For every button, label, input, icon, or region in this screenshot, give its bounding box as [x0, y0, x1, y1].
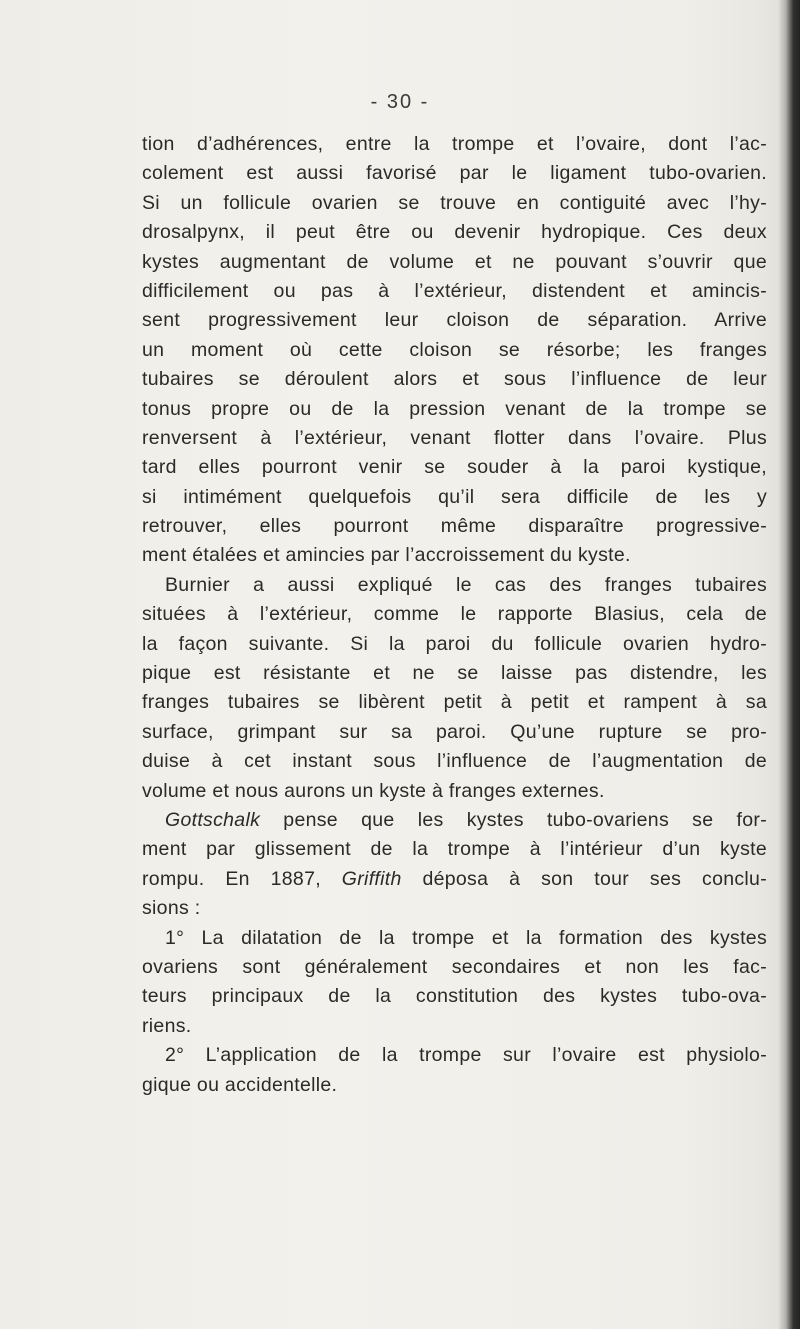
text-line: gique ou accidentelle.: [142, 1073, 338, 1096]
text-line: ovariens sont généralement secondaires et non les fac-: [142, 955, 767, 978]
text-line: surface, grimpant sur sa paroi. Qu’une rupture se pro-: [142, 720, 767, 743]
text-line: sions :: [142, 897, 201, 920]
text-line: pique est résistante et ne se laisse pas distendre, les: [142, 662, 767, 685]
text-line: difficilement ou pas à l’extérieur, distendent et amincis-: [142, 279, 767, 302]
text-line: colement est aussi favorisé par le ligament tubo-ovarien.: [142, 162, 767, 185]
author-name-italic: Gottschalk: [165, 808, 261, 831]
page-edge-shadow: [778, 0, 800, 1329]
text-line: ment étalées et amincies par l’accroissement du kyste.: [142, 544, 631, 567]
list-item-1: 1° La dilatation de la trompe et la formation des kystes: [165, 926, 767, 949]
text-line: drosalpynx, il peut être ou devenir hydropique. Ces deux: [142, 221, 767, 244]
text-line: volume et nous aurons un kyste à franges externes.: [142, 779, 605, 802]
text-line: tion d’adhérences, entre la trompe et l’ovaire, dont l’ac-: [142, 133, 767, 155]
text-line: ment par glissement de la trompe à l’intérieur d’un kyste: [142, 838, 767, 861]
text-line: rompu. En 1887, Griffith déposa à son tour ses conclu-: [142, 867, 767, 890]
text-line: Si un follicule ovarien se trouve en contiguité avec l’hy-: [142, 191, 767, 214]
text-line: Gottschalk pense que les kystes tubo-ovariens se for-: [165, 808, 767, 831]
text-line: si intimément quelquefois qu’il sera difficile de les y: [142, 485, 767, 508]
body-text: [142, 130, 767, 1100]
text-line: renversent à l’extérieur, venant flotter dans l’ovaire. Plus: [142, 426, 767, 449]
text-line: retrouver, elles pourront même disparaître progressive-: [142, 515, 767, 538]
author-name-italic: Griffith: [341, 867, 402, 890]
text-line: teurs principaux de la constitution des kystes tubo-ova-: [142, 985, 767, 1008]
text-line: tonus propre ou de la pression venant de la trompe se: [142, 397, 767, 420]
text-line: franges tubaires se libèrent petit à petit et rampent à sa: [142, 691, 767, 714]
text-line: kystes augmentant de volume et ne pouvant s’ouvrir que: [142, 250, 767, 273]
text-line: situées à l’extérieur, comme le rapporte Blasius, cela de: [142, 603, 767, 626]
text-line: la façon suivante. Si la paroi du follicule ovarien hydro-: [142, 632, 767, 655]
list-item-2: 2° L’application de la trompe sur l’ovaire est physiolo-: [165, 1044, 767, 1067]
text-line: tubaires se déroulent alors et sous l’influence de leur: [142, 368, 767, 391]
text-line: duise à cet instant sous l’influence de l’augmentation de: [142, 750, 767, 773]
text-line: un moment où cette cloison se résorbe; les franges: [142, 338, 767, 361]
text-line: sent progressivement leur cloison de séparation. Arrive: [142, 309, 767, 332]
text-line: tard elles pourront venir se souder à la paroi kystique,: [142, 456, 767, 479]
text-line: Burnier a aussi expliqué le cas des franges tubaires: [165, 573, 767, 596]
page-number: - 30 -: [370, 91, 430, 113]
text-line: riens.: [142, 1014, 192, 1037]
